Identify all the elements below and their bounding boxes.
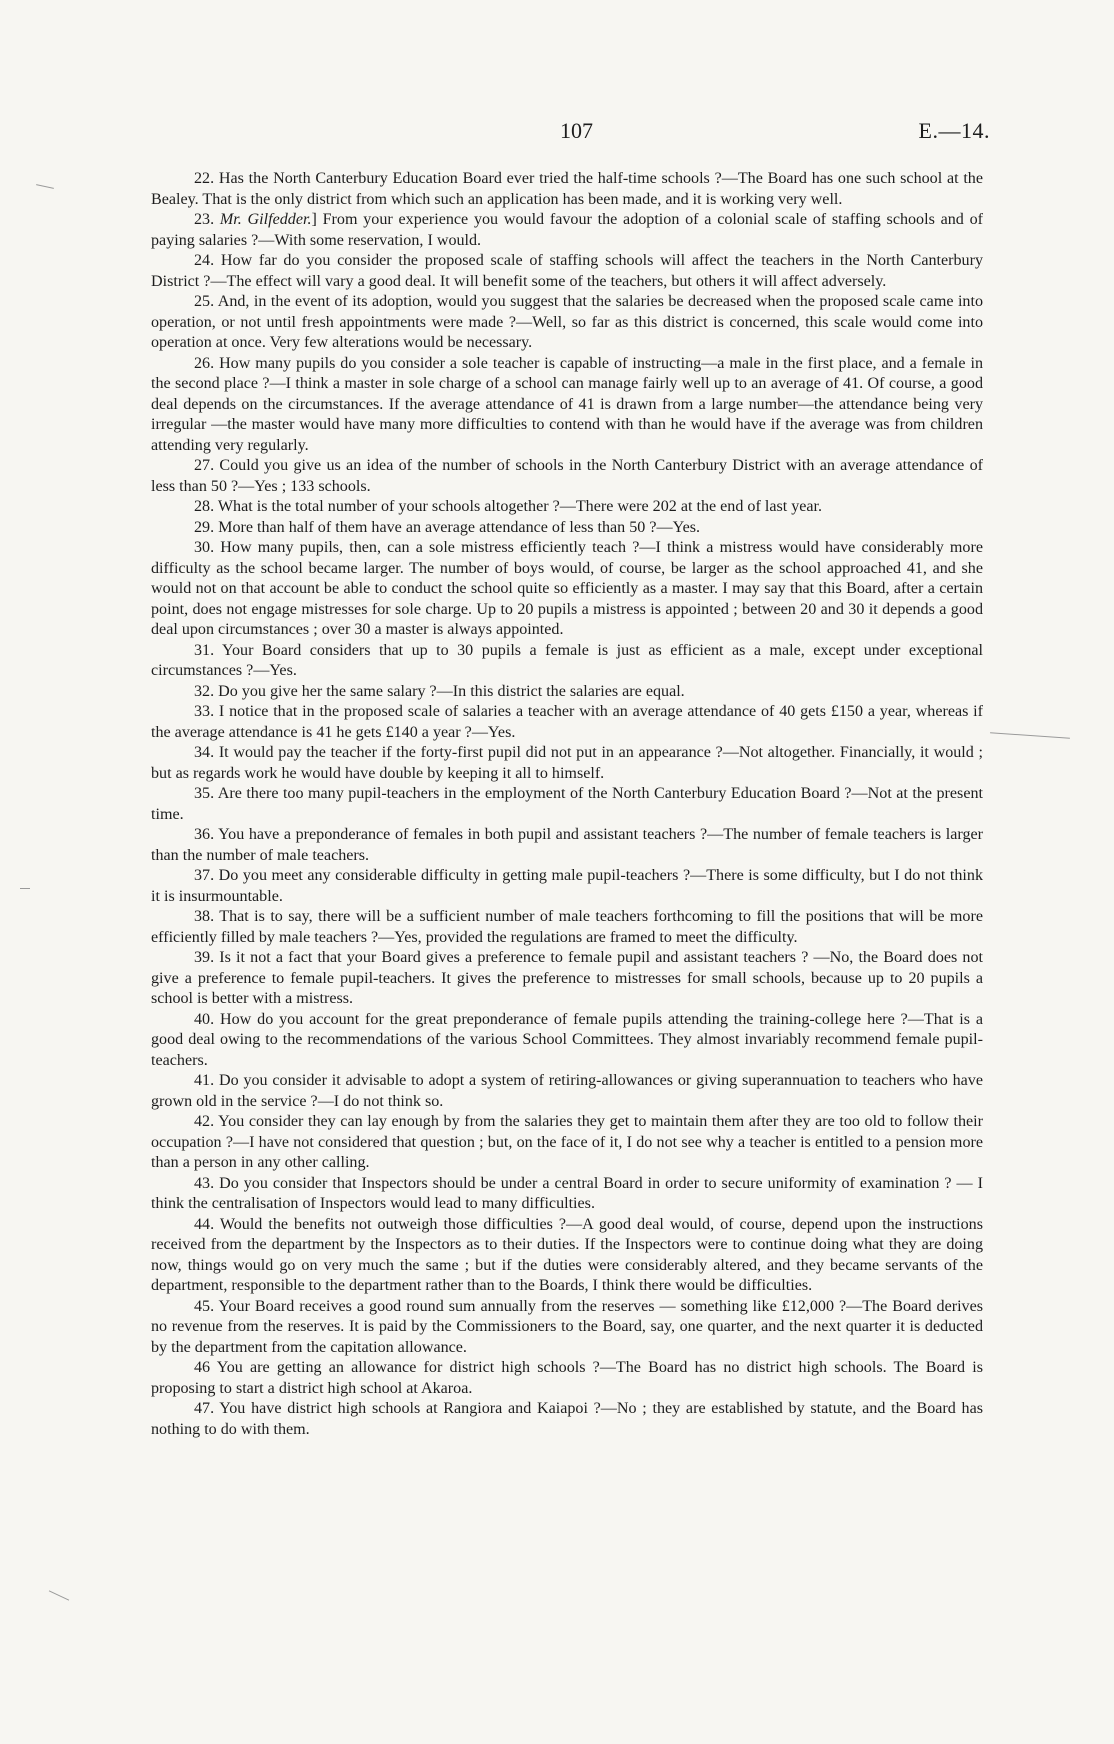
qa-paragraph: 28. What is the total number of your schools altogether ?—There were 202 at the end of last year. <box>194 498 823 515</box>
qa-paragraph: 30. How many pupils, then, can a sole mistress efficiently teach ?—I think a mistress would have considerably more difficulty as the school became larger. The number of boys would, of course, be larger as the school approached 41, and she would not on that account be able to conduct the school quite so efficiently as a master. I may say that this Board, after a certain point, does not engage mistresses for sole charge. Up to 20 pupils a mistress is appointed ; between 20 and 30 it depends a good deal upon circumstances ; over 30 a master is always appointed. <box>151 539 983 638</box>
document-reference: E.—14. <box>918 118 990 143</box>
qa-paragraph: 25. And, in the event of its adoption, would you suggest that the salaries be decreased when the proposed scale came into operation, or not until fresh appointments were made ?—Well, so far as this district is concerned, this scale would come into operation at once. Very few alterations would be necessary. <box>151 293 983 351</box>
qa-paragraph: 45. Your Board receives a good round sum annually from the reserves — something like £12,000 ?—The Board derives no revenue from the reserves. It is paid by the Commissioners to the Board, say, one quarter, and the next quarter it is deducted by the department from the capitation allowance. <box>151 1297 983 1356</box>
qa-paragraph: 40. How do you account for the great preponderance of female pupils attending the training-college here ?—That is a good deal owing to the recommendations of the various School Committees. They almost invariably recommend female pupil-teachers. <box>151 1010 983 1069</box>
page-number: 107 <box>560 118 593 143</box>
qa-paragraph: 37. Do you meet any considerable difficulty in getting male pupil-teachers ?—There is some difficulty, but I do not think it is insurmountable. <box>151 867 983 905</box>
qa-paragraph: 44. Would the benefits not outweigh those difficulties ?—A good deal would, of course, depend upon the instructions received from the department by the Inspectors as to their duties. If the Inspectors were to continue doing what they are doing now, things would go on very much the same ; but if the duties were considerably altered, and they became servants of the department, responsible to the department rather than to the Boards, I think there would be difficulties. <box>151 1215 983 1294</box>
qa-paragraph <box>151 210 983 251</box>
qa-paragraph: 33. I notice that in the proposed scale of salaries a teacher with an average attendance of 40 gets £150 a year, whereas if the average attendance is 41 he gets £140 a year ?—Yes. <box>151 703 983 741</box>
paragraph-text: ] From your experience you would favour the adoption of a colonial scale of staffing schools and of paying salaries ?—With some reservation, I would. <box>151 211 984 249</box>
qa-paragraph: 36. You have a preponderance of females in both pupil and assistant teachers ?—The number of female teachers is larger than the number of male teachers. <box>151 826 983 864</box>
qa-paragraph: 32. Do you give her the same salary ?—In this district the salaries are equal. <box>194 682 685 700</box>
qa-paragraph: 24. How far do you consider the proposed scale of staffing schools will affect the teachers in the North Canterbury District ?—The effect will vary a good deal. It will benefit some of the teachers, but others it will affect adversely. <box>151 252 983 290</box>
qa-paragraph: 41. Do you consider it advisable to adopt a system of retiring-allowances or giving superannuation to teachers who have grown old in the service ?—I do not think so. <box>151 1072 983 1110</box>
qa-paragraph: 43. Do you consider that Inspectors should be under a central Board in order to secure uniformity of examination ? — I think the centralisation of Inspectors would lead to many difficulties. <box>151 1174 983 1212</box>
qa-paragraph: 46 You are getting an allowance for district high schools ?—The Board has no district high schools. The Board is proposing to start a district high school at Akaroa. <box>151 1359 983 1397</box>
margin-mark <box>20 888 30 889</box>
qa-paragraph: 47. You have district high schools at Rangiora and Kaiapoi ?—No ; they are established by statute, and the Board has nothing to do with them. <box>151 1400 983 1438</box>
qa-paragraph: 22. Has the North Canterbury Education Board ever tried the half-time schools ?—The Board has one such school at the Bealey. That is the only district from which such an application has been made, and it is working very well. <box>151 170 983 208</box>
qa-paragraph: 34. It would pay the teacher if the forty-first pupil did not put in an appearance ?—Not altogether. Financially, it would ; but as regards work he would have double by keeping it all to himself. <box>151 744 983 782</box>
qa-paragraph: 31. Your Board considers that up to 30 pupils a female is just as efficient as a male, except under exceptional circumstances ?—Yes. <box>151 641 983 679</box>
speaker-name: Mr. Gilfedder. <box>219 211 312 228</box>
qa-paragraph: 42. You consider they can lay enough by from the salaries they get to maintain them after they are too old to follow their occupation ?—I have not considered that question ; but, on the face of it, I do not see why a teacher is entitled to a pension more than a person in any other calling. <box>151 1113 983 1171</box>
qa-paragraph: 35. Are there too many pupil-teachers in the employment of the North Canterbury Education Board ?—Not at the present time. <box>151 785 983 823</box>
qa-paragraph: 26. How many pupils do you consider a sole teacher is capable of instructing—a male in the first place, and a female in the second place ?—I think a master in sole charge of a school can manage fairly well up to an average of 41. Of course, a good deal depends on the circumstances. If the average attendance of 41 is drawn from a large number—the attendance being very irregular —the master would have many more difficulties to contend with than he would have if the average was from children attending very regularly. <box>151 354 983 454</box>
page-header <box>0 118 1114 148</box>
margin-mark <box>49 1590 69 1600</box>
qa-paragraph: 39. Is it not a fact that your Board gives a preference to female pupil and assistant teachers ? —No, the Board does not give a preference to female pupil-teachers. It gives the preference to mistresses for small schools, because up to 20 pupils a school is better with a mistress. <box>151 949 983 1007</box>
qa-paragraph: 27. Could you give us an idea of the number of schools in the North Canterbury District with an average attendance of less than 50 ?—Yes ; 133 schools. <box>151 457 983 495</box>
qa-paragraph: 29. More than half of them have an average attendance of less than 50 ?—Yes. <box>194 518 701 536</box>
margin-mark <box>36 184 54 189</box>
qa-paragraph: 38. That is to say, there will be a sufficient number of male teachers forthcoming to fill the positions that will be more efficiently filled by male teachers ?—Yes, provided the regulations are framed to meet the difficulty. <box>151 908 983 946</box>
document-body <box>151 169 983 1440</box>
paragraph-number: 23. <box>194 211 220 228</box>
margin-mark <box>990 732 1070 739</box>
